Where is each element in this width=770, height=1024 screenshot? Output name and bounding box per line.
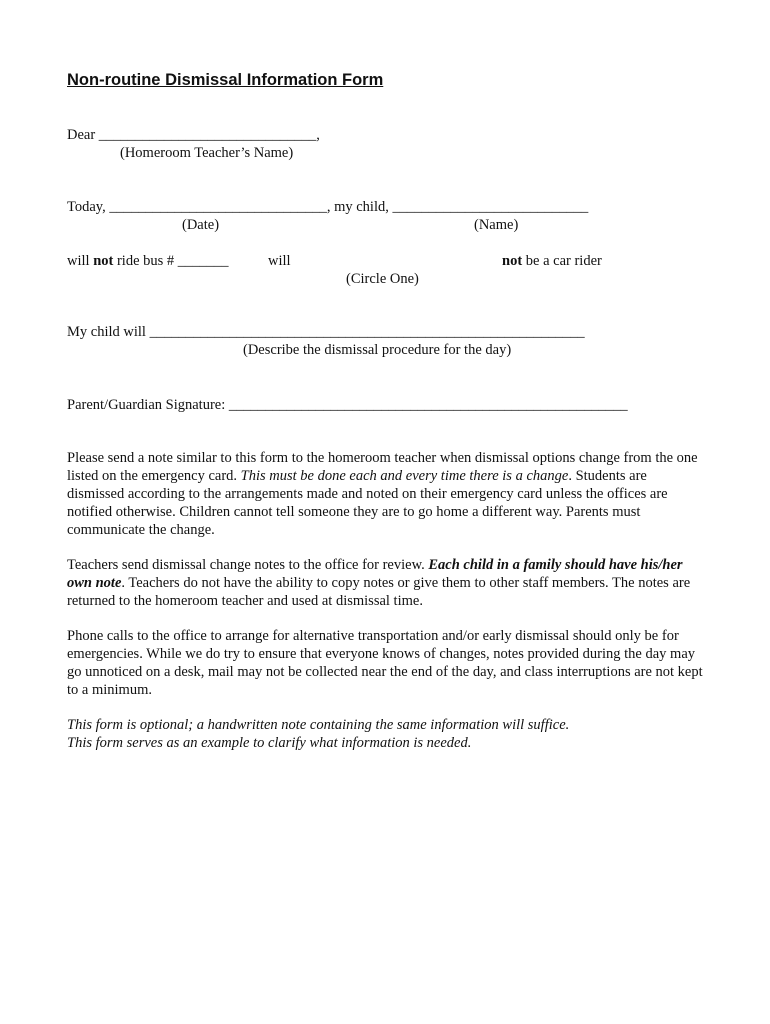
signature-blank[interactable]: _______________________________________________________ [228,397,628,413]
child-name-blank[interactable]: ___________________________ [392,199,589,215]
para2-text-a: Teachers send dismissal change notes to the office for review. [67,557,429,573]
circle-option-will[interactable]: will [268,253,291,269]
today-label: Today, [67,199,106,215]
procedure-blank[interactable]: ____________________________________________________________ [149,324,585,340]
procedure-caption: (Describe the dismissal procedure for the day) [243,342,512,358]
signature-line [67,397,628,414]
dear-line [67,127,320,144]
name-caption: (Name) [474,217,519,233]
car-rider-text: be a car rider [522,253,602,269]
bus-number-text: ride bus # _______ [113,253,229,269]
will-label: will [67,253,94,269]
para1-text-c: . Students are dismissed according to the arrangements made and noted on their emergency card unless the offices are notified otherwise. Children cannot tell someone they are to go home a different way. Parents must communicate the change. [67,468,668,538]
car-rider-option[interactable] [502,253,602,270]
teacher-name-blank[interactable]: ______________________________, [98,127,320,143]
paragraph-phone-calls: Phone calls to the office to arrange for alternative transportation and/or early dismissal should only be for emergencies. While we do try to ensure that everyone knows of changes, notes provided during the day may go unnoticed on a desk, mail may not be collected near the end of the day, and class interruptions are not kept to a minimum. [67,628,703,698]
today-line [67,199,588,216]
paragraph-teachers [67,556,707,610]
para1-emphasis: This must be done each and every time there is a change [240,468,569,484]
bus-option[interactable] [67,253,229,270]
date-caption: (Date) [182,217,220,233]
not-label-2: not [502,253,523,269]
circle-one-caption: (Circle One) [346,271,419,287]
not-label: not [93,253,114,269]
procedure-line [67,324,585,341]
para2-emphasis: Each child in a family should have his/her own note [67,557,683,591]
my-child-label: , my child, [326,199,389,215]
form-title: Non-routine Dismissal Information Form [67,71,384,89]
para1-text-a: Please send a note similar to this form to the homeroom teacher when dismissal options change from the one listed on the emergency card. [67,450,698,484]
my-child-will-label: My child will [67,324,146,340]
para2-text-c: . Teachers do not have the ability to copy notes or give them to other staff members. The notes are returned to the homeroom teacher and used at dismissal time. [67,575,691,609]
paragraph-instructions [67,449,707,539]
teacher-name-caption: (Homeroom Teacher’s Name) [120,145,294,161]
note-line-1: This form is optional; a handwritten note containing the same information will suffice. [67,717,570,733]
signature-label: Parent/Guardian Signature: [67,397,226,413]
date-blank[interactable]: ______________________________ [109,199,327,215]
note-line-2: This form serves as an example to clarify what information is needed. [67,735,472,751]
dear-label: Dear [67,127,96,143]
